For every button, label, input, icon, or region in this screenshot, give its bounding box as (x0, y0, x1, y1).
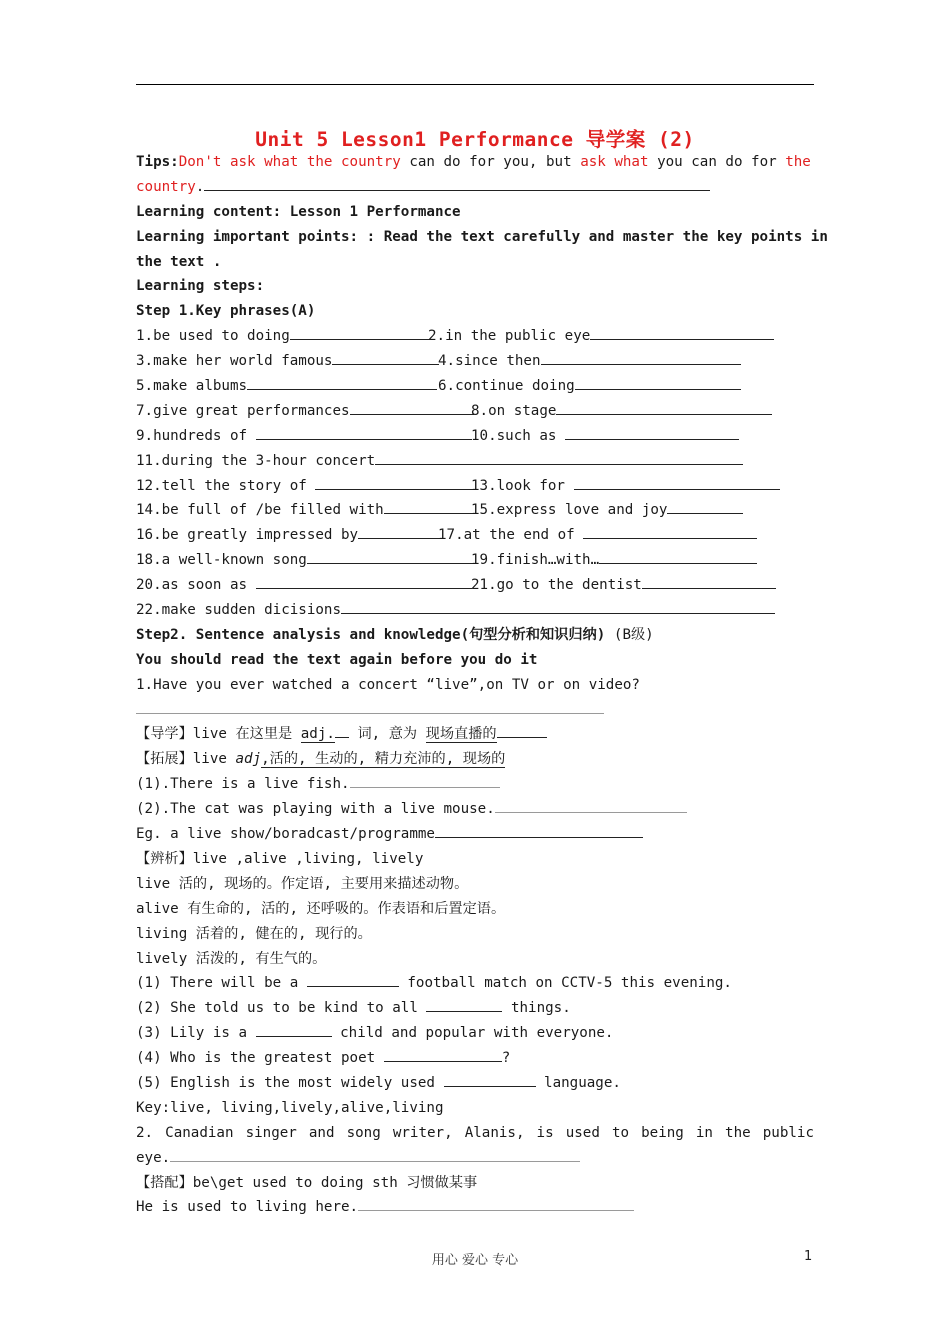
learning-points-line-1: Learning important points: : Read the text carefully and master the key points in (136, 228, 828, 245)
fill-item-start: (4) Who is the greatest poet (136, 1050, 384, 1067)
question-1: 1.Have you ever watched a concert “live”,on TV or on video? (136, 676, 640, 693)
phrase-item: 11.during the 3-hour concert (136, 452, 376, 469)
phrase-item: 4.since then (438, 353, 541, 370)
phrase-blank[interactable] (341, 598, 775, 614)
phrase-item: 7.give great performances (136, 402, 350, 419)
phrase-item: 20.as soon as (136, 577, 256, 594)
learning-content: Learning content: Lesson 1 Performance (136, 203, 461, 220)
example-eg-blank[interactable] (435, 822, 643, 838)
phrase-blank[interactable] (307, 548, 473, 564)
phrase-blank[interactable] (642, 573, 776, 589)
phrase-row (136, 498, 814, 523)
fill-item-end: child and popular with everyone. (331, 1025, 614, 1042)
phrase-row (136, 474, 814, 499)
extend-text: live (192, 751, 236, 768)
guide-pos: adj. (300, 726, 335, 743)
question-1-blank[interactable] (136, 698, 604, 714)
fill-item (136, 1071, 814, 1096)
phrase-item: 10.such as (471, 427, 565, 444)
fill-item-start: (2) She told us to be kind to all (136, 1000, 427, 1017)
fill-item (136, 1021, 814, 1046)
step2-note: You should read the text again before you do it (136, 651, 538, 668)
worksheet-body (136, 150, 828, 1220)
tips-answer-blank[interactable] (204, 175, 710, 191)
fill-item (136, 996, 814, 1021)
phrase-row (136, 548, 814, 573)
phrase-blank[interactable] (375, 449, 743, 465)
phrase-item: 16.be greatly impressed by (136, 527, 359, 544)
tips-quote-1: Don't ask what the country (178, 154, 401, 170)
phrase-row (136, 349, 814, 374)
phrase-blank[interactable] (332, 349, 439, 365)
fill-item (136, 1046, 814, 1071)
phrase-blank[interactable] (358, 523, 440, 539)
fill-item-start: (5) English is the most widely used (136, 1074, 444, 1091)
definition-lively: lively 活泼的, 有生气的。 (136, 950, 327, 967)
phrase-blank[interactable] (256, 573, 472, 589)
phrase-blank[interactable] (583, 523, 757, 539)
collocation-example-text: He is used to living here. (136, 1199, 359, 1216)
collocation-example (136, 1195, 814, 1220)
tips-line-2 (136, 175, 814, 200)
guide-text-2: 词, 意为 (348, 726, 426, 743)
step1-heading: Step 1.Key phrases(A) (136, 303, 316, 320)
phrase-item: 6.continue doing (438, 378, 575, 395)
phrase-item: 5.make albums (136, 378, 248, 395)
tips-end: . (195, 178, 205, 195)
step2-heading (136, 623, 814, 648)
example-1 (136, 772, 814, 797)
distinguish-words: live ,alive ,living, lively (192, 850, 424, 867)
extend-line (136, 747, 814, 772)
fill-item (136, 971, 814, 996)
fill-blank[interactable] (426, 996, 502, 1012)
guide-meaning: 现场直播的 (425, 726, 497, 743)
collocation-text: be\get used to doing sth 习惯做某事 (192, 1174, 478, 1191)
phrase-blank[interactable] (541, 349, 741, 365)
page-number: 1 (804, 1249, 813, 1264)
phrase-item: 17.at the end of (438, 527, 584, 544)
fill-blank[interactable] (384, 1046, 502, 1062)
phrase-blank[interactable] (590, 324, 774, 340)
header-rule (136, 84, 814, 85)
question-2-blank[interactable] (170, 1146, 580, 1162)
guide-line (136, 722, 814, 747)
phrase-blank[interactable] (350, 399, 474, 415)
phrase-item: 3.make her world famous (136, 353, 333, 370)
phrase-item: 12.tell the story of (136, 477, 316, 494)
tips-quote-2: ask what (580, 154, 649, 170)
fill-item-end: football match on CCTV-5 this evening. (398, 975, 732, 992)
phrase-item: 15.express love and joy (471, 502, 668, 519)
question-2-line-1: 2. Canadian singer and song writer, Alanis, is used to being in the public (136, 1124, 814, 1141)
collocation-label: 【搭配】 (136, 1174, 193, 1191)
phrase-row (136, 573, 814, 598)
phrase-blank[interactable] (384, 498, 474, 514)
distinguish-label: 【辨析】 (136, 850, 193, 867)
fill-item-end: things. (502, 1000, 571, 1017)
example-eg (136, 822, 814, 847)
definition-alive: alive 有生命的, 活的, 还呼吸的。作表语和后置定语。 (136, 900, 506, 917)
answer-key: Key:live, living,lively,alive,living (136, 1099, 444, 1116)
extend-label: 【拓展】 (136, 751, 193, 768)
phrase-item: 2.in the public eye (428, 328, 591, 345)
phrase-item: 19.finish…with… (471, 552, 600, 569)
tips-label: Tips: (136, 154, 179, 170)
fill-item-start: (3) Lily is a (136, 1025, 256, 1042)
phrase-row (136, 523, 814, 548)
phrase-item: 22.make sudden dicisions (136, 602, 341, 619)
question-2-line-2 (136, 1146, 814, 1171)
phrase-row (136, 374, 814, 399)
phrase-blank[interactable] (290, 324, 430, 340)
example-2-text: (2).The cat was playing with a live mouse. (136, 801, 495, 818)
guide-text-1: live 在这里是 (192, 726, 301, 743)
phrase-blank[interactable] (575, 374, 741, 390)
phrase-blank[interactable] (556, 399, 772, 415)
fill-item-end: ? (501, 1050, 511, 1067)
question-1-answer-line (136, 698, 814, 723)
definition-live: live 活的, 现场的。作定语, 主要用来描述动物。 (136, 875, 469, 892)
example-2-blank[interactable] (495, 797, 687, 813)
tips-quote-4: country (136, 178, 196, 195)
phrase-item: 8.on stage (471, 402, 557, 419)
collocation-example-blank[interactable] (358, 1195, 634, 1211)
phrase-blank[interactable] (667, 498, 743, 514)
phrase-row (136, 399, 814, 424)
phrase-item: 18.a well-known song (136, 552, 307, 569)
fill-blank[interactable] (256, 1021, 332, 1037)
extend-pos: adj (235, 751, 262, 768)
phrase-blank[interactable] (315, 474, 473, 490)
phrase-item: 9.hundreds of (136, 427, 256, 444)
phrase-row (136, 449, 814, 474)
fill-blank[interactable] (307, 971, 399, 987)
phrase-row (136, 324, 814, 349)
page-footer: 用心 爱心 专心 (431, 1253, 519, 1268)
tips-mid-2: you can do for (648, 154, 786, 170)
phrase-blank[interactable] (247, 374, 437, 390)
definition-living: living 活着的, 健在的, 现行的。 (136, 925, 372, 942)
phrase-item: 21.go to the dentist (471, 577, 642, 594)
phrase-blank[interactable] (574, 474, 780, 490)
phrase-item: 1.be used to doing (136, 328, 290, 345)
learning-steps: Learning steps: (136, 278, 265, 295)
fill-item-end: language. (535, 1074, 621, 1091)
step2-heading-text: Step2. Sentence analysis and knowledge(句型分析和知识归纳) (136, 626, 606, 643)
collocation-line (136, 1171, 814, 1196)
example-eg-text: Eg. a live show/boradcast/programme (136, 826, 435, 843)
phrase-blank[interactable] (599, 548, 757, 564)
distinguish-line (136, 847, 814, 872)
extend-meanings: ,活的, 生动的, 精力充沛的, 现场的 (261, 751, 506, 768)
phrase-row (136, 424, 814, 449)
phrase-row (136, 598, 814, 623)
example-1-text: (1).There is a live fish. (136, 776, 350, 793)
phrase-item: 13.look for (471, 477, 574, 494)
step2-level: (B级) (605, 626, 654, 643)
example-2 (136, 797, 814, 822)
phrase-blank[interactable] (256, 424, 472, 440)
tips-mid-1: can do for you, but (400, 154, 581, 170)
tips-quote-3: the (785, 154, 811, 170)
example-1-blank[interactable] (350, 772, 500, 788)
tips-line (136, 150, 814, 175)
page-title: Unit 5 Lesson1 Performance 导学案 (2) (255, 128, 695, 151)
question-2-end: eye. (136, 1149, 171, 1166)
learning-points-line-2: the text . (136, 253, 222, 270)
phrase-item: 14.be full of /be filled with (136, 502, 384, 519)
guide-label: 【导学】 (136, 726, 193, 743)
phrase-blank[interactable] (565, 424, 739, 440)
fill-item-start: (1) There will be a (136, 975, 307, 992)
fill-blank[interactable] (444, 1071, 536, 1087)
